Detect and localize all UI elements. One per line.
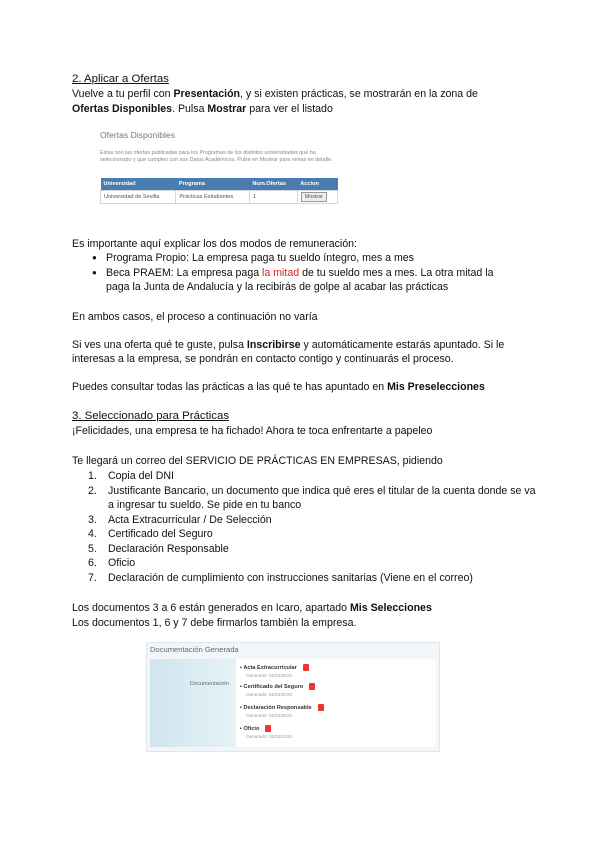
col-programa: Programa xyxy=(176,178,250,191)
modos-list xyxy=(92,251,493,295)
documentacion-items xyxy=(236,659,436,747)
inscribirse-line-2: interesas a la empresa, se pondrán en contacto contigo y continuarás el proceso. xyxy=(72,353,454,365)
doc-link-acta[interactable]: ▪ Acta Extracurricular xyxy=(240,664,309,671)
col-universidad: Universidad xyxy=(101,178,176,191)
pdf-icon[interactable] xyxy=(309,683,315,690)
documentacion-label: Documentación xyxy=(190,681,229,687)
list-item: 4. Certificado del Seguro xyxy=(88,528,213,540)
list-item: 2. Justificante Bancario, un documento que indica qué eres el titular de la cuenta donde se va a ingresar tu sueldo. Se pide en tu banco xyxy=(88,484,536,511)
doc-date: Generado: 01/03/2022 xyxy=(246,713,292,718)
inscribirse-line-1: Si ves una oferta qué te guste, pulsa Inscribirse y automáticamente estarás apuntado. Si le xyxy=(72,339,505,351)
cell-num-ofertas: 1 xyxy=(249,191,297,204)
col-num-ofertas: Num.Ofertas xyxy=(249,178,297,191)
ofertas-screenshot xyxy=(96,126,342,214)
documentacion-label-panel xyxy=(150,659,236,747)
pdf-icon[interactable] xyxy=(318,704,324,711)
ofertas-description: Estas son las ofertas publicadas para los Programas de los distintos universidades que ha seleccionado y que cumplen con sus Datos Académicos. Pulse en Mostrar para verlas en detalle. xyxy=(100,150,333,163)
doc-link-declaracion[interactable]: ▪ Declaración Responsable xyxy=(240,704,324,711)
table-row xyxy=(101,191,338,204)
doc-date: Generado: 01/03/2022 xyxy=(246,734,292,739)
list-item: 3. Acta Extracurricular / De Selección xyxy=(88,513,272,526)
mostrar-button[interactable]: Mostrar xyxy=(301,192,327,202)
doc-link-seguro[interactable]: ▪ Certificado del Seguro xyxy=(240,683,315,690)
documentacion-title: Documentación Generada xyxy=(150,645,239,654)
modos-intro: Es importante aquí explicar los dos modos de remuneración: xyxy=(72,238,358,250)
documentacion-screenshot xyxy=(146,642,440,752)
final-line-2: Los documentos 1, 6 y 7 debe firmarlos también la empresa. xyxy=(72,617,357,629)
cell-universidad: Universidad de Sevilla xyxy=(101,191,176,204)
section-2-heading: 2. Aplicar a Ofertas xyxy=(72,73,169,85)
list-item: 5. Declaración Responsable xyxy=(88,542,229,555)
section-3-heading: 3. Seleccionado para Prácticas xyxy=(72,410,230,422)
list-item-continuation: paga la Junta de Andalucía y la recibirás de golpe al acabar las prácticas xyxy=(106,281,449,293)
list-item: 7. Declaración de cumplimiento con instrucciones sanitarias (Viene en el correo) xyxy=(88,571,473,584)
list-item: ● Beca PRAEM: La empresa paga la mitad de tu sueldo mes a mes. La otra mitad la xyxy=(92,266,493,281)
list-item: 6. Oficio xyxy=(88,557,136,569)
list-item: ● Programa Propio: La empresa paga tu sueldo íntegro, mes a mes xyxy=(92,251,493,266)
section-3-line-1: ¡Felicidades, una empresa te ha fichado! Ahora te toca enfrentarte a papeleo xyxy=(72,425,433,437)
list-item: 1. Copia del DNI xyxy=(88,470,174,482)
ofertas-title: Ofertas Disponibles xyxy=(100,130,175,140)
col-accion: Accion xyxy=(297,178,337,191)
doc-date: Generado: 01/03/2022 xyxy=(246,692,292,697)
pdf-icon[interactable] xyxy=(265,725,271,732)
section-2-line-2: Ofertas Disponibles. Pulsa Mostrar para ver el listado xyxy=(72,103,333,115)
section-3-line-2: Te llegará un correo del SERVICIO DE PRÁCTICAS EN EMPRESAS, pidiendo xyxy=(72,455,443,467)
ambos-text: En ambos casos, el proceso a continuación no varía xyxy=(72,311,318,323)
ofertas-table xyxy=(100,178,338,204)
consult-text: Puedes consultar todas las prácticas a las qué te has apuntado en Mis Preselecciones xyxy=(72,381,485,393)
final-line-1: Los documentos 3 a 6 están generados en Icaro, apartado Mis Selecciones xyxy=(72,602,432,614)
doc-link-oficio[interactable]: ▪ Oficio xyxy=(240,725,271,732)
section-2-line-1: Vuelve a tu perfil con Presentación, y si existen prácticas, se mostrarán en la zona de xyxy=(72,88,478,100)
cell-programa: Prácticas Estudiantes xyxy=(176,191,250,204)
table-header-row xyxy=(101,178,338,191)
cell-accion xyxy=(297,191,337,204)
pdf-icon[interactable] xyxy=(303,664,309,671)
doc-date: Generado: 01/03/2022 xyxy=(246,673,292,678)
documents-list xyxy=(88,469,538,585)
